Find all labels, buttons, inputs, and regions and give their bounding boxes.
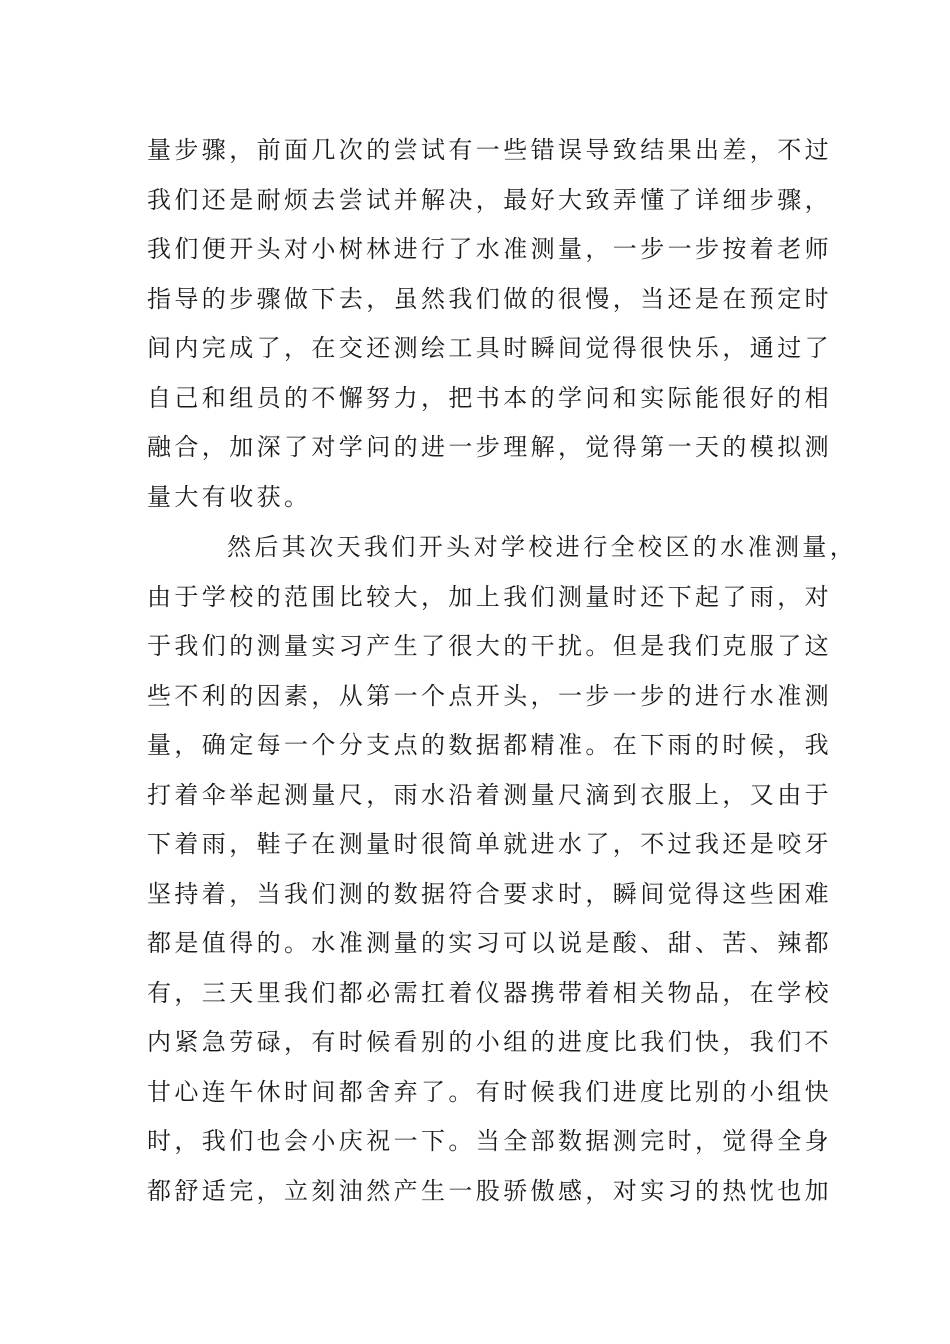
paragraph-line: 我们还是耐烦去尝试并解决，最好大致弄懂了详细步骤，: [147, 185, 832, 214]
paragraph-line: 自己和组员的不懈努力，把书本的学问和实际能很好的相: [147, 383, 832, 412]
paragraph-line: 时，我们也会小庆祝一下。当全部数据测完时，觉得全身: [147, 1127, 832, 1155]
paragraph-line: 甘心连午休时间都舍弃了。有时候我们进度比别的小组快: [147, 1077, 832, 1106]
paragraph-line: 下着雨，鞋子在测量时很简单就进水了，不过我还是咬牙: [147, 830, 832, 858]
paragraph-line: 量步骤，前面几次的尝试有一些错误导致结果出差，不过: [147, 136, 832, 164]
paragraph-line: 于我们的测量实习产生了很大的干扰。但是我们克服了这: [147, 632, 832, 660]
paragraph-line: 量，确定每一个分支点的数据都精准。在下雨的时候，我: [147, 731, 832, 759]
paragraph-line: 由于学校的范围比较大，加上我们测量时还下起了雨，对: [147, 582, 832, 611]
paragraph-line: 指导的步骤做下去，虽然我们做的很慢，当还是在预定时: [147, 284, 832, 313]
paragraph-line: 坚持着，当我们测的数据符合要求时，瞬间觉得这些困难: [147, 879, 832, 908]
paragraph-line: 都舒适完，立刻油然产生一股骄傲感，对实习的热忱也加: [147, 1176, 832, 1205]
paragraph-line: 然后其次天我们开头对学校进行全校区的水准测量，: [227, 533, 858, 561]
paragraph-line: 融合，加深了对学问的进一步理解，觉得第一天的模拟测: [147, 433, 832, 461]
paragraph-line: 间内完成了，在交还测绘工具时瞬间觉得很快乐，通过了: [147, 334, 832, 362]
paragraph-line: 内紧急劳碌，有时候看别的小组的进度比我们快，我们不: [147, 1028, 832, 1056]
paragraph-line: 有，三天里我们都必需扛着仪器携带着相关物品，在学校: [147, 978, 832, 1007]
paragraph-line: 我们便开头对小树林进行了水准测量，一步一步按着老师: [147, 235, 832, 263]
paragraph-line: 都是值得的。水准测量的实习可以说是酸、甜、苦、辣都: [147, 929, 832, 957]
paragraph-line: 些不利的因素，从第一个点开头，一步一步的进行水准测: [147, 681, 832, 710]
paragraph-line: 打着伞举起测量尺，雨水沿着测量尺滴到衣服上，又由于: [147, 780, 832, 809]
paragraph-line: 量大有收获。: [147, 482, 312, 511]
